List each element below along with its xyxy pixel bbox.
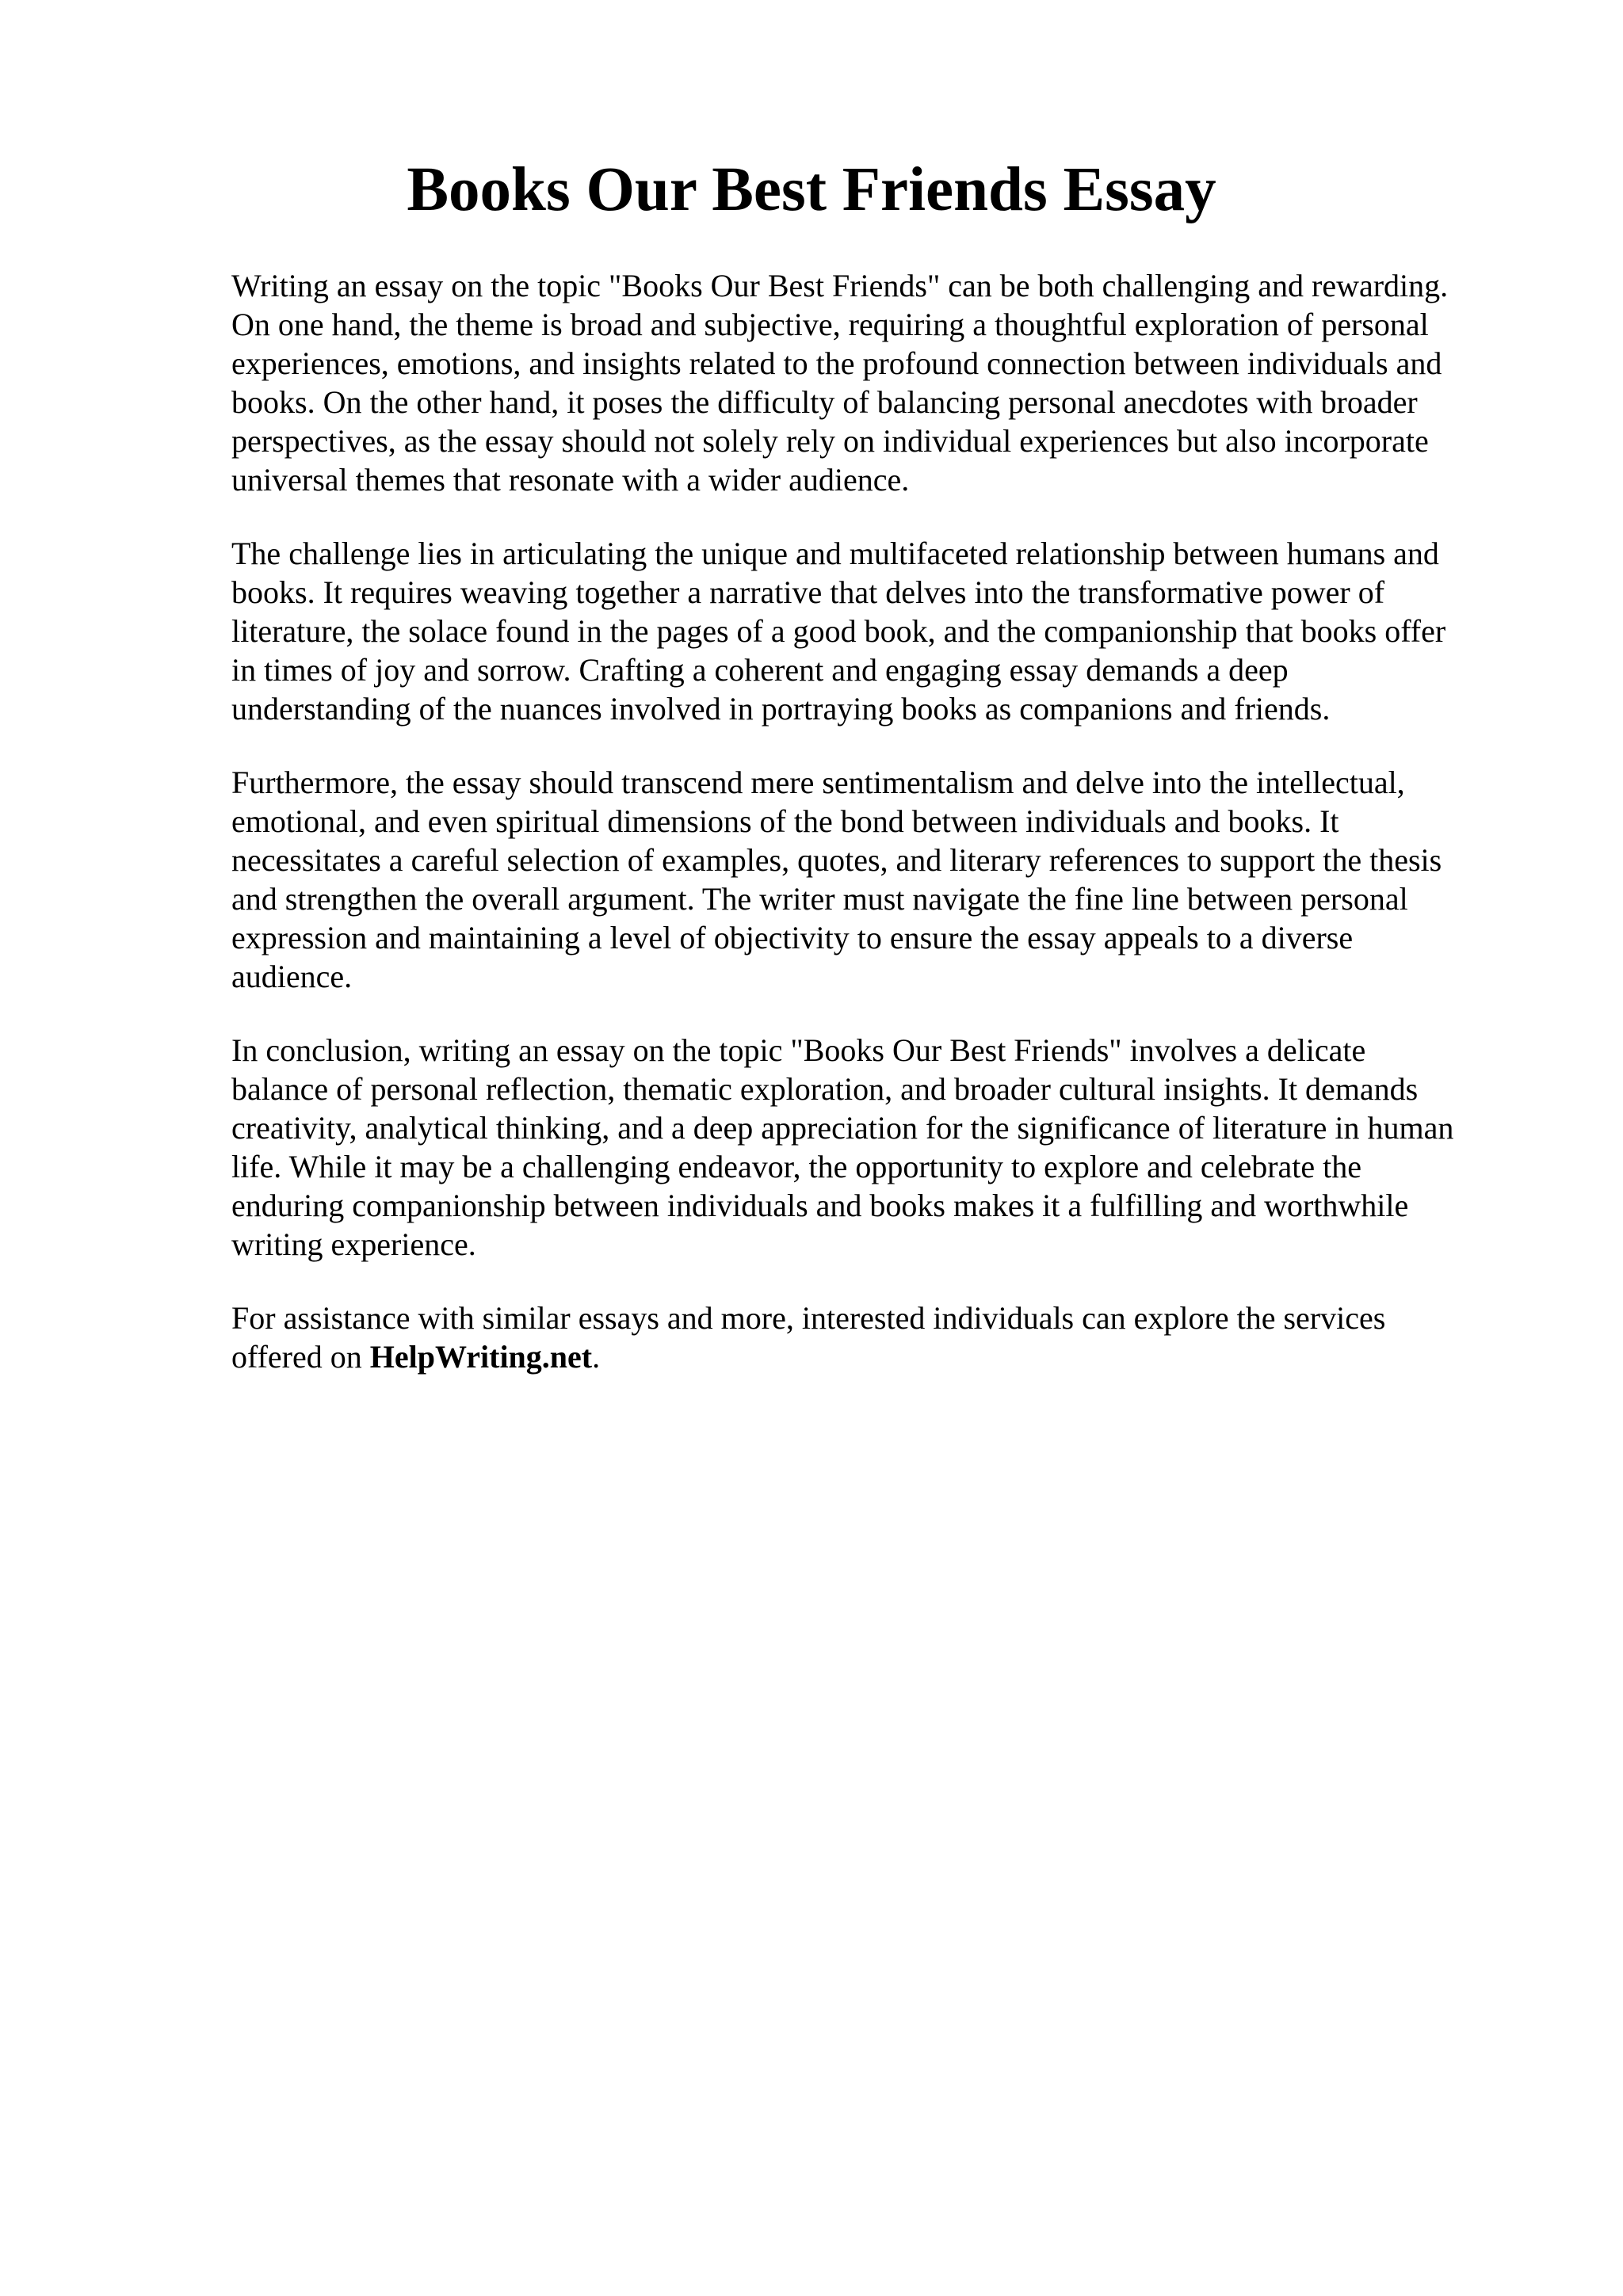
text-line: writing experience. xyxy=(231,1226,476,1262)
closing-prefix: offered on xyxy=(231,1339,370,1375)
document-title: Books Our Best Friends Essay xyxy=(407,155,1216,224)
helpwriting-link[interactable]: HelpWriting.net xyxy=(369,1339,593,1375)
text-line: In conclusion, writing an essay on the topic "Books Our Best Friends" involves a delicate xyxy=(231,1032,1366,1068)
text-line: Writing an essay on the topic "Books Our Best Friends" can be both challenging and rewarding. xyxy=(231,268,1449,303)
text-line: books. On the other hand, it poses the difficulty of balancing personal anecdotes with broader xyxy=(231,384,1418,420)
text-line: Furthermore, the essay should transcend mere sentimentalism and delve into the intellectual, xyxy=(231,765,1405,800)
text-line: necessitates a careful selection of examples, quotes, and literary references to support the thesis xyxy=(231,842,1442,878)
text-line: literature, the solace found in the pages of a good book, and the companionship that books offer xyxy=(231,613,1446,649)
paragraph-3 xyxy=(231,763,1515,996)
text-line: universal themes that resonate with a wider audience. xyxy=(231,462,910,498)
text-line: experiences, emotions, and insights related to the profound connection between individuals and xyxy=(231,345,1442,381)
text-line: audience. xyxy=(231,959,353,994)
document-body xyxy=(231,266,1515,1411)
text-line: For assistance with similar essays and more, interested individuals can explore the services xyxy=(231,1300,1386,1336)
text-line: life. While it may be a challenging endeavor, the opportunity to explore and celebrate the xyxy=(231,1149,1362,1184)
closing-suffix: . xyxy=(592,1339,601,1375)
text-line: and strengthen the overall argument. The writer must navigate the fine line between personal xyxy=(231,881,1408,917)
text-line: books. It requires weaving together a narrative that delves into the transformative power of xyxy=(231,574,1385,610)
text-line: The challenge lies in articulating the unique and multifaceted relationship between humans and xyxy=(231,536,1439,571)
paragraph-4 xyxy=(231,1031,1515,1264)
closing-paragraph xyxy=(231,1299,1515,1376)
text-line xyxy=(231,1337,1515,1376)
text-line: enduring companionship between individuals and books makes it a fulfilling and worthwhile xyxy=(231,1188,1409,1223)
text-line: creativity, analytical thinking, and a deep appreciation for the significance of literature in human xyxy=(231,1110,1454,1146)
text-line: understanding of the nuances involved in portraying books as companions and friends. xyxy=(231,691,1331,727)
paragraph-2 xyxy=(231,534,1515,728)
text-line: in times of joy and sorrow. Crafting a coherent and engaging essay demands a deep xyxy=(231,652,1289,688)
text-line: On one hand, the theme is broad and subjective, requiring a thoughtful exploration of personal xyxy=(231,307,1429,342)
paragraph-1 xyxy=(231,266,1515,499)
text-line: expression and maintaining a level of objectivity to ensure the essay appeals to a diverse xyxy=(231,920,1354,955)
text-line: perspectives, as the essay should not solely rely on individual experiences but also incorporate xyxy=(231,423,1429,459)
text-line: emotional, and even spiritual dimensions of the bond between individuals and books. It xyxy=(231,803,1339,839)
text-line: balance of personal reflection, thematic exploration, and broader cultural insights. It demands xyxy=(231,1071,1419,1107)
